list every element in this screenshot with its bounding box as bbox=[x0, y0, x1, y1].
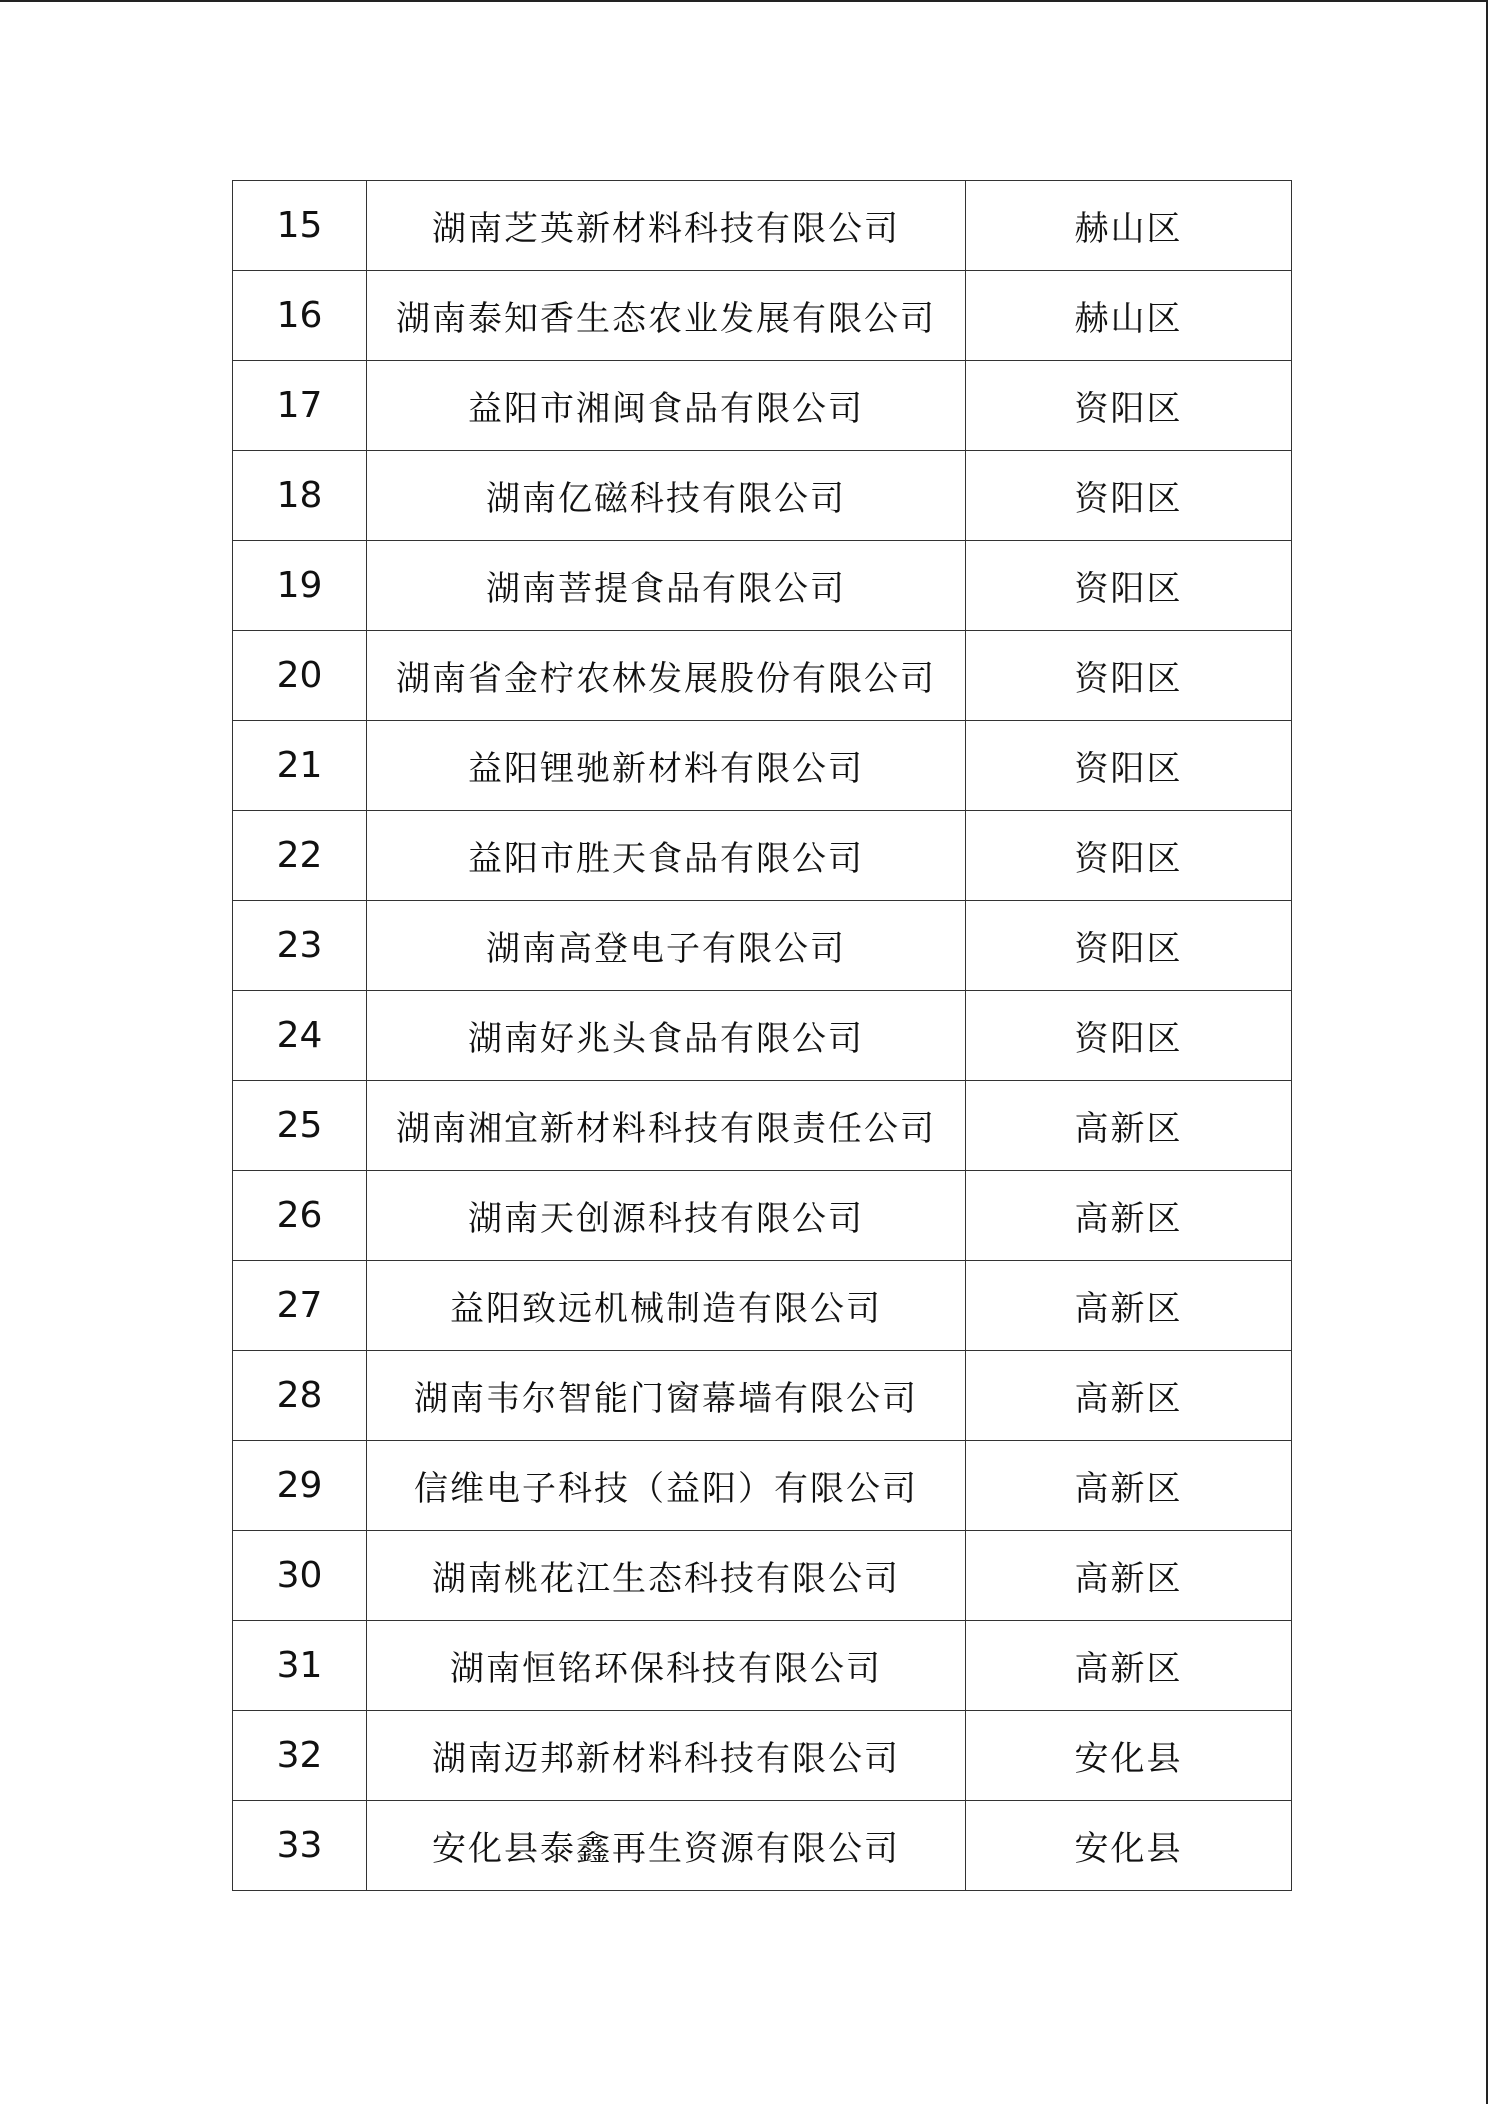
table-row bbox=[233, 451, 1292, 541]
district-cell: 高新区 bbox=[966, 1441, 1292, 1531]
district-cell: 高新区 bbox=[966, 1081, 1292, 1171]
table-row bbox=[233, 1531, 1292, 1621]
row-number-cell: 32 bbox=[233, 1711, 367, 1801]
district-cell: 赫山区 bbox=[966, 181, 1292, 271]
table-row bbox=[233, 1621, 1292, 1711]
district-cell: 高新区 bbox=[966, 1531, 1292, 1621]
table-row bbox=[233, 361, 1292, 451]
district-cell: 高新区 bbox=[966, 1351, 1292, 1441]
row-number-cell: 19 bbox=[233, 541, 367, 631]
table-row bbox=[233, 1081, 1292, 1171]
district-cell: 安化县 bbox=[966, 1801, 1292, 1891]
company-name-cell: 信维电子科技（益阳）有限公司 bbox=[367, 1441, 966, 1531]
company-name-cell: 益阳锂驰新材料有限公司 bbox=[367, 721, 966, 811]
row-number-cell: 31 bbox=[233, 1621, 367, 1711]
district-cell: 资阳区 bbox=[966, 451, 1292, 541]
company-name-cell: 安化县泰鑫再生资源有限公司 bbox=[367, 1801, 966, 1891]
table-row bbox=[233, 901, 1292, 991]
company-name-cell: 湖南亿磁科技有限公司 bbox=[367, 451, 966, 541]
row-number-cell: 16 bbox=[233, 271, 367, 361]
district-cell: 资阳区 bbox=[966, 901, 1292, 991]
row-number-cell: 26 bbox=[233, 1171, 367, 1261]
company-name-cell: 湖南天创源科技有限公司 bbox=[367, 1171, 966, 1261]
company-list-table-body bbox=[233, 181, 1292, 1891]
company-name-cell: 湖南韦尔智能门窗幕墙有限公司 bbox=[367, 1351, 966, 1441]
company-name-cell: 湖南恒铭环保科技有限公司 bbox=[367, 1621, 966, 1711]
company-name-cell: 湖南菩提食品有限公司 bbox=[367, 541, 966, 631]
district-cell: 资阳区 bbox=[966, 541, 1292, 631]
table-row bbox=[233, 271, 1292, 361]
table-row bbox=[233, 541, 1292, 631]
table-row bbox=[233, 1171, 1292, 1261]
company-name-cell: 湖南湘宜新材料科技有限责任公司 bbox=[367, 1081, 966, 1171]
company-name-cell: 湖南桃花江生态科技有限公司 bbox=[367, 1531, 966, 1621]
row-number-cell: 24 bbox=[233, 991, 367, 1081]
district-cell: 高新区 bbox=[966, 1171, 1292, 1261]
row-number-cell: 28 bbox=[233, 1351, 367, 1441]
district-cell: 安化县 bbox=[966, 1711, 1292, 1801]
table-row bbox=[233, 721, 1292, 811]
company-name-cell: 湖南迈邦新材料科技有限公司 bbox=[367, 1711, 966, 1801]
table-row bbox=[233, 1261, 1292, 1351]
table-row bbox=[233, 631, 1292, 721]
company-name-cell: 湖南省金柠农林发展股份有限公司 bbox=[367, 631, 966, 721]
district-cell: 赫山区 bbox=[966, 271, 1292, 361]
table-row bbox=[233, 991, 1292, 1081]
company-name-cell: 益阳致远机械制造有限公司 bbox=[367, 1261, 966, 1351]
company-name-cell: 湖南高登电子有限公司 bbox=[367, 901, 966, 991]
table-row bbox=[233, 1441, 1292, 1531]
row-number-cell: 17 bbox=[233, 361, 367, 451]
table-row bbox=[233, 181, 1292, 271]
row-number-cell: 27 bbox=[233, 1261, 367, 1351]
district-cell: 资阳区 bbox=[966, 721, 1292, 811]
row-number-cell: 29 bbox=[233, 1441, 367, 1531]
table-row bbox=[233, 1351, 1292, 1441]
district-cell: 资阳区 bbox=[966, 811, 1292, 901]
row-number-cell: 33 bbox=[233, 1801, 367, 1891]
row-number-cell: 23 bbox=[233, 901, 367, 991]
district-cell: 高新区 bbox=[966, 1621, 1292, 1711]
table-row bbox=[233, 1801, 1292, 1891]
district-cell: 资阳区 bbox=[966, 631, 1292, 721]
page-edge-top bbox=[0, 0, 1488, 2]
district-cell: 资阳区 bbox=[966, 361, 1292, 451]
row-number-cell: 22 bbox=[233, 811, 367, 901]
row-number-cell: 18 bbox=[233, 451, 367, 541]
district-cell: 高新区 bbox=[966, 1261, 1292, 1351]
row-number-cell: 21 bbox=[233, 721, 367, 811]
table-row bbox=[233, 811, 1292, 901]
company-name-cell: 湖南好兆头食品有限公司 bbox=[367, 991, 966, 1081]
table-row bbox=[233, 1711, 1292, 1801]
row-number-cell: 25 bbox=[233, 1081, 367, 1171]
company-name-cell: 益阳市胜天食品有限公司 bbox=[367, 811, 966, 901]
district-cell: 资阳区 bbox=[966, 991, 1292, 1081]
row-number-cell: 20 bbox=[233, 631, 367, 721]
company-name-cell: 湖南泰知香生态农业发展有限公司 bbox=[367, 271, 966, 361]
row-number-cell: 30 bbox=[233, 1531, 367, 1621]
row-number-cell: 15 bbox=[233, 181, 367, 271]
company-list-table bbox=[232, 180, 1292, 1891]
company-name-cell: 益阳市湘闽食品有限公司 bbox=[367, 361, 966, 451]
company-name-cell: 湖南芝英新材料科技有限公司 bbox=[367, 181, 966, 271]
